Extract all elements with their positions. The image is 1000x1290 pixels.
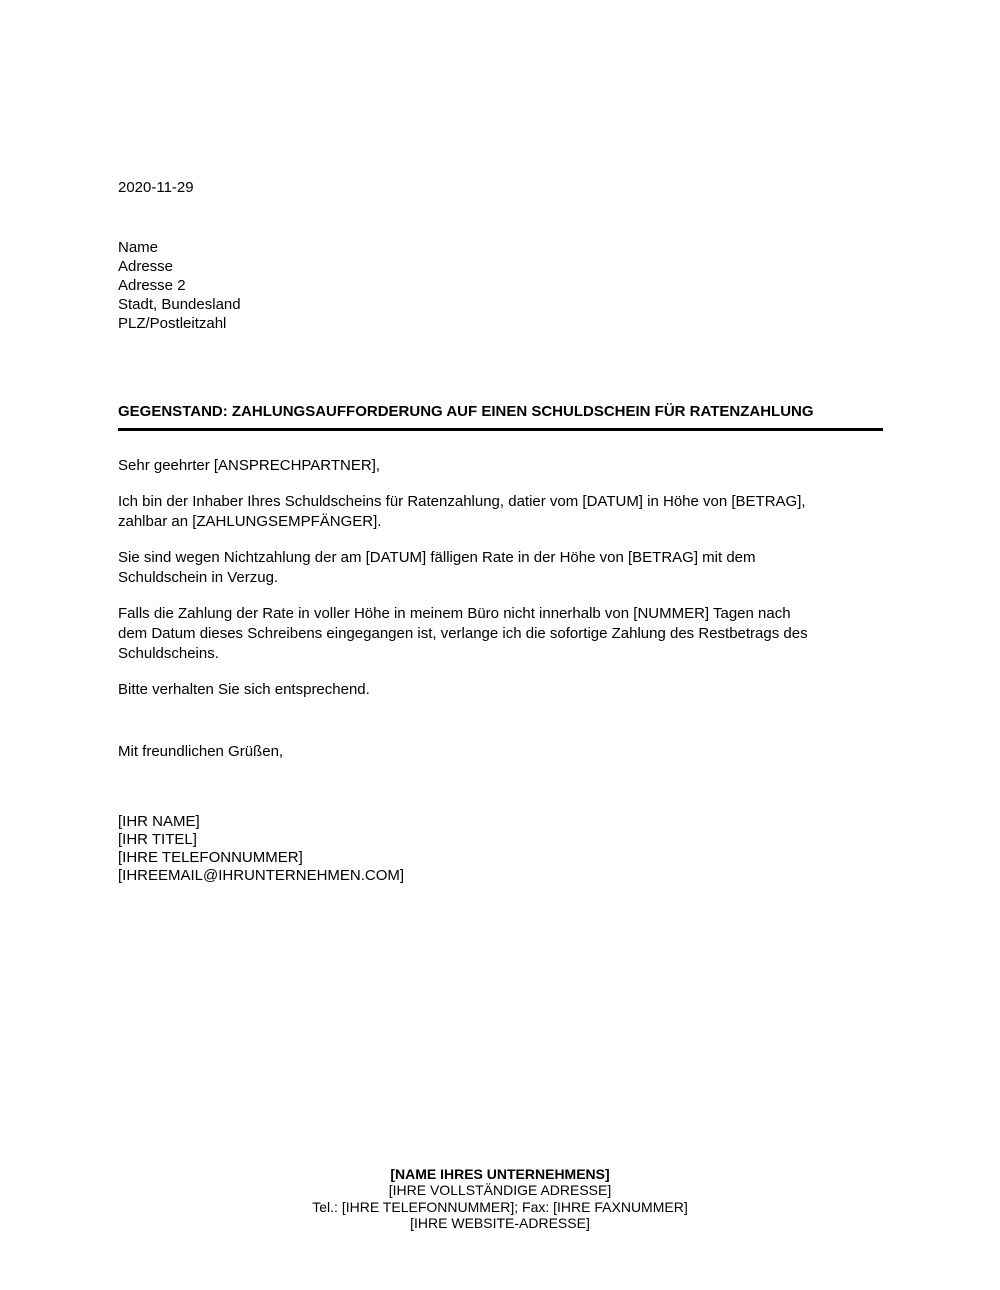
footer-company-name: [NAME IHRES UNTERNEHMENS] <box>390 1166 610 1182</box>
company-footer <box>0 1166 1000 1232</box>
footer-website: [IHRE WEBSITE-ADRESSE] <box>410 1215 590 1232</box>
letter-body <box>118 456 898 716</box>
closing-salutation: Mit freundlichen Grüßen, <box>118 743 284 760</box>
footer-company-address: [IHRE VOLLSTÄNDIGE ADRESSE] <box>388 1182 612 1199</box>
recipient-city-state: Stadt, Bundesland <box>118 296 241 313</box>
recipient-address-2: Adresse 2 <box>118 277 186 294</box>
signature-name: [IHR NAME] <box>118 813 200 830</box>
paragraph-default-notice: Sie sind wegen Nichtzahlung der am [DATUM] fälligen Rate in der Höhe von [BETRAG] mit dem Schuldschein in Verzug. <box>118 549 756 586</box>
signature-email: [IHREEMAIL@IHRUNTERNEHMEN.COM] <box>118 867 405 884</box>
letter-date: 2020-11-29 <box>118 179 194 196</box>
subject-line: GEGENSTAND: ZAHLUNGSAUFFORDERUNG AUF EINEN SCHULDSCHEIN FÜR RATENZAHLUNG <box>118 403 883 431</box>
salutation: Sehr geehrter [ANSPRECHPARTNER], <box>118 457 381 474</box>
recipient-address-1: Adresse <box>118 258 174 275</box>
recipient-address-block <box>118 238 241 333</box>
signature-title: [IHR TITEL] <box>118 831 197 848</box>
paragraph-final-request: Bitte verhalten Sie sich entsprechend. <box>118 681 370 698</box>
paragraph-holder-statement: Ich bin der Inhaber Ihres Schuldscheins für Ratenzahlung, datier vom [DATUM] in Höhe von [BETRAG], zahlbar an [ZAHLUNGSEMPFÄNGER]. <box>118 493 806 530</box>
signature-phone: [IHRE TELEFONNUMMER] <box>118 849 303 866</box>
recipient-name: Name <box>118 239 159 256</box>
paragraph-payment-demand: Falls die Zahlung der Rate in voller Höhe in meinem Büro nicht innerhalb von [NUMMER] Tagen nach dem Datum dieses Schreibens eingegangen ist, verlange ich die sofortige Zahlung des Restbetrags des Schuldscheins. <box>118 605 808 662</box>
recipient-postal-code: PLZ/Postleitzahl <box>118 315 227 332</box>
footer-phone-fax: Tel.: [IHRE TELEFONNUMMER]; Fax: [IHRE FAXNUMMER] <box>312 1198 688 1215</box>
signature-block <box>118 813 404 885</box>
